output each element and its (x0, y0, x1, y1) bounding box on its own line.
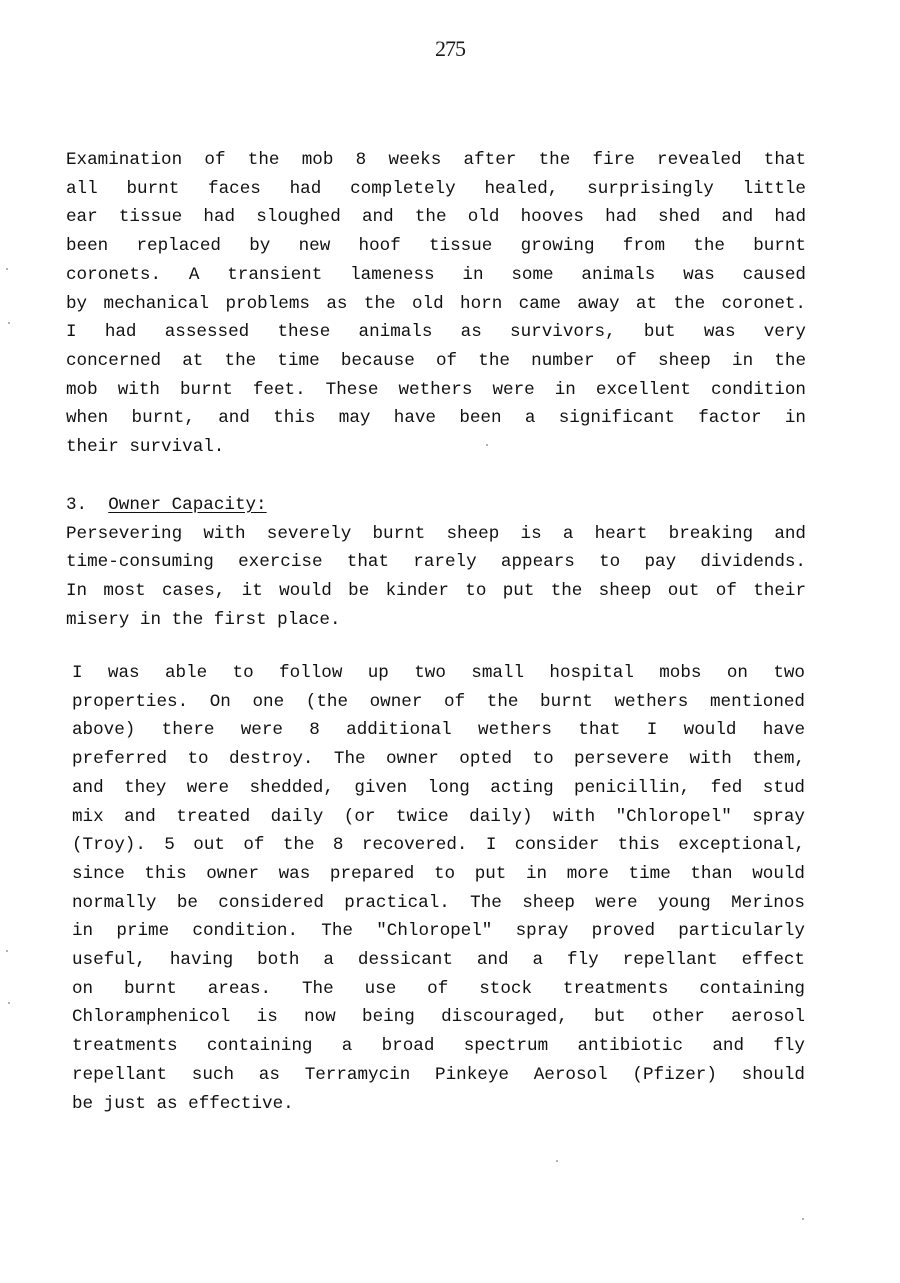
text-line: properties. On one (the owner of the burnt wethers mentioned (72, 691, 805, 712)
scan-speck (8, 1002, 10, 1004)
section-number: 3. (66, 495, 88, 515)
text-line: I was able to follow up two small hospital mobs on two (72, 663, 805, 683)
text-line: on burnt areas. The use of stock treatments containing (72, 978, 805, 999)
page-number: 275 (435, 36, 465, 61)
text-line: Chloramphenicol is now being discouraged, but other aerosol (72, 1007, 805, 1028)
text-line: normally be considered practical. The sheep were young Merinos (72, 892, 805, 913)
text-line: (Troy). 5 out of the 8 recovered. I consider this exceptional, (72, 835, 805, 856)
text-line: I had assessed these animals as survivors, but was very (66, 322, 806, 343)
text-line: since this owner was prepared to put in more time than would (72, 863, 805, 884)
text-line: in prime condition. The "Chloropel" spray proved particularly (72, 921, 805, 942)
text-line: above) there were 8 additional wethers that I would have (72, 720, 805, 741)
text-line: Examination of the mob 8 weeks after the fire revealed that (66, 150, 806, 170)
scan-speck (802, 1218, 804, 1220)
text-line: their survival. (66, 437, 225, 458)
text-line: useful, having both a dessicant and a fly repellant effect (72, 950, 805, 971)
paragraph-examination (66, 146, 806, 462)
scan-speck (6, 268, 8, 270)
text-line: preferred to destroy. The owner opted to persevere with them, (72, 749, 805, 770)
scan-speck (6, 950, 8, 952)
text-line: mix and treated daily (or twice daily) with "Chloropel" spray (72, 806, 805, 827)
text-line: ear tissue had sloughed and the old hooves had shed and had (66, 207, 806, 228)
text-line: and they were shedded, given long acting penicillin, fed stud (72, 777, 805, 798)
text-line: Persevering with severely burnt sheep is a heart breaking and (66, 523, 806, 544)
text-line: coronets. A transient lameness in some animals was caused (66, 264, 806, 285)
paragraph-hospital-mobs (72, 659, 805, 1118)
scan-speck (556, 1160, 558, 1162)
text-line: all burnt faces had completely healed, surprisingly little (66, 178, 806, 199)
text-line: time-consuming exercise that rarely appears to pay dividends. (66, 552, 806, 573)
text-line: be just as effective. (72, 1093, 294, 1114)
text-line: been replaced by new hoof tissue growing from the burnt (66, 236, 806, 257)
section-owner-capacity (66, 491, 806, 635)
text-line: repellant such as Terramycin Pinkeye Aerosol (Pfizer) should (72, 1064, 805, 1085)
text-line: In most cases, it would be kinder to put the sheep out of their (66, 581, 806, 602)
scan-speck (486, 444, 488, 446)
text-line: concerned at the time because of the number of sheep in the (66, 350, 806, 371)
text-line: when burnt, and this may have been a significant factor in (66, 408, 806, 429)
text-line: by mechanical problems as the old horn came away at the coronet. (66, 293, 806, 314)
section-title: Owner Capacity: (108, 495, 267, 515)
text-line: misery in the first place. (66, 609, 341, 630)
text-line: mob with burnt feet. These wethers were in excellent condition (66, 379, 806, 400)
text-line: treatments containing a broad spectrum antibiotic and fly (72, 1036, 805, 1057)
scan-speck (8, 322, 10, 324)
section-heading (66, 491, 806, 520)
